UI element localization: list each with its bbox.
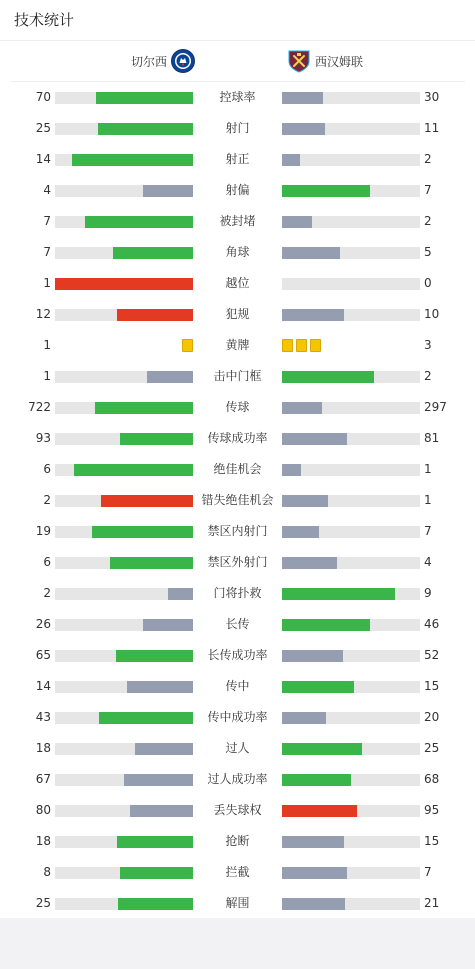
away-bar-fill <box>282 650 343 662</box>
home-value: 25 <box>35 121 51 135</box>
home-bar-fill <box>72 154 193 166</box>
home-bar-track <box>55 805 193 817</box>
away-bar-fill <box>282 836 344 848</box>
away-value: 52 <box>424 648 440 662</box>
home-value: 1 <box>43 276 51 290</box>
chelsea-crest-icon <box>171 49 195 73</box>
home-bar-fill <box>110 557 193 569</box>
away-bar-track <box>282 774 420 786</box>
away-bar-track <box>282 650 420 662</box>
away-bar-fill <box>282 588 395 600</box>
home-bar-fill <box>130 805 193 817</box>
home-bar-track <box>55 216 193 228</box>
away-bar-fill <box>282 402 322 414</box>
stat-label: 犯规 <box>225 307 250 321</box>
away-value: 15 <box>424 679 440 693</box>
stat-label: 过人 <box>225 741 250 755</box>
stat-row <box>0 454 475 485</box>
home-bar-fill <box>118 898 193 910</box>
away-value: 4 <box>424 555 432 569</box>
away-bar-track <box>282 836 420 848</box>
home-bar-fill <box>95 402 193 414</box>
home-value: 93 <box>35 431 51 445</box>
away-value: 0 <box>424 276 432 290</box>
away-bar-fill <box>282 371 374 383</box>
stat-label: 传球成功率 <box>207 431 268 445</box>
home-bar-fill <box>74 464 193 476</box>
stat-label: 射正 <box>225 152 250 166</box>
away-bar-fill <box>282 743 362 755</box>
home-bar-track <box>55 371 193 383</box>
west-ham-crest-icon <box>287 49 311 73</box>
away-value: 15 <box>424 834 440 848</box>
stat-row <box>0 485 475 516</box>
stat-row <box>0 547 475 578</box>
home-value: 18 <box>35 834 51 848</box>
home-bar-track <box>55 588 193 600</box>
away-bar-fill <box>282 123 325 135</box>
away-value: 81 <box>424 431 440 445</box>
stat-row <box>0 609 475 640</box>
home-bar-fill <box>120 433 193 445</box>
home-value: 2 <box>43 586 51 600</box>
section-title: 技术统计 <box>0 0 475 41</box>
away-bar-track <box>282 309 420 321</box>
home-value: 722 <box>28 400 51 414</box>
home-bar-fill <box>101 495 193 507</box>
stat-label: 控球率 <box>219 90 256 104</box>
away-bar-track <box>282 371 420 383</box>
away-value: 297 <box>424 400 447 414</box>
away-value: 2 <box>424 152 432 166</box>
stat-label: 长传 <box>225 617 250 631</box>
home-bar-fill <box>143 185 193 197</box>
stat-label: 射门 <box>225 121 250 135</box>
home-value: 12 <box>35 307 51 321</box>
away-bar-track <box>282 154 420 166</box>
teams-header <box>10 41 465 82</box>
stat-label: 长传成功率 <box>207 648 268 662</box>
away-value: 25 <box>424 741 440 755</box>
stat-label: 禁区内射门 <box>207 524 268 538</box>
away-value: 20 <box>424 710 440 724</box>
stat-label: 传中 <box>225 679 250 693</box>
home-bar-fill <box>168 588 193 600</box>
away-value: 46 <box>424 617 440 631</box>
stat-label: 被封堵 <box>219 214 256 228</box>
home-bar-fill <box>124 774 193 786</box>
home-value: 65 <box>35 648 51 662</box>
stat-label: 传球 <box>225 400 250 414</box>
away-bar-fill <box>282 557 337 569</box>
home-value: 14 <box>35 679 51 693</box>
home-bar-track <box>55 92 193 104</box>
home-yellow-cards <box>182 339 193 352</box>
home-bar-track <box>55 433 193 445</box>
away-value: 11 <box>424 121 440 135</box>
home-bar-fill <box>99 712 193 724</box>
away-bar-track <box>282 433 420 445</box>
stat-label: 解围 <box>225 896 250 910</box>
stat-row <box>0 888 475 919</box>
home-bar-track <box>55 247 193 259</box>
home-bar-track <box>55 123 193 135</box>
stat-row <box>0 330 475 361</box>
away-bar-fill <box>282 774 351 786</box>
home-bar-track <box>55 495 193 507</box>
away-team[interactable] <box>287 41 363 81</box>
stat-row <box>0 392 475 423</box>
home-value: 67 <box>35 772 51 786</box>
away-value: 5 <box>424 245 432 259</box>
away-bar-track <box>282 247 420 259</box>
stat-row <box>0 857 475 888</box>
away-bar-track <box>282 216 420 228</box>
away-yellow-cards <box>282 339 321 352</box>
home-bar-track <box>55 867 193 879</box>
home-value: 4 <box>43 183 51 197</box>
home-bar-track <box>55 557 193 569</box>
away-bar-track <box>282 123 420 135</box>
away-value: 2 <box>424 369 432 383</box>
home-bar-track <box>55 309 193 321</box>
home-bar-track <box>55 464 193 476</box>
stat-label: 过人成功率 <box>207 772 268 786</box>
home-bar-track <box>55 650 193 662</box>
away-bar-track <box>282 526 420 538</box>
away-bar-track <box>282 588 420 600</box>
away-bar-track <box>282 805 420 817</box>
away-bar-fill <box>282 216 312 228</box>
stat-row <box>0 733 475 764</box>
stat-label: 越位 <box>225 276 250 290</box>
home-bar-fill <box>113 247 193 259</box>
stat-label: 丢失球权 <box>213 803 262 817</box>
away-bar-track <box>282 464 420 476</box>
away-value: 21 <box>424 896 440 910</box>
home-bar-fill <box>143 619 193 631</box>
away-bar-fill <box>282 433 347 445</box>
stat-label: 拦截 <box>225 865 250 879</box>
home-bar-fill <box>85 216 193 228</box>
yellow-card-icon <box>310 339 321 352</box>
stat-row <box>0 671 475 702</box>
stat-row <box>0 268 475 299</box>
away-bar-track <box>282 867 420 879</box>
home-bar-fill <box>117 836 193 848</box>
home-bar-fill <box>116 650 193 662</box>
home-bar-fill <box>92 526 193 538</box>
stat-row <box>0 113 475 144</box>
stat-row <box>0 82 475 113</box>
away-bar-fill <box>282 898 345 910</box>
stat-label: 黄牌 <box>225 338 250 352</box>
stat-row <box>0 702 475 733</box>
home-value: 7 <box>43 245 51 259</box>
away-bar-fill <box>282 309 344 321</box>
away-value: 7 <box>424 865 432 879</box>
stat-row <box>0 237 475 268</box>
stat-label: 射偏 <box>225 183 250 197</box>
away-value: 9 <box>424 586 432 600</box>
home-value: 80 <box>35 803 51 817</box>
stat-row <box>0 578 475 609</box>
yellow-card-icon <box>282 339 293 352</box>
home-bar-fill <box>135 743 193 755</box>
away-bar-track <box>282 743 420 755</box>
away-bar-track <box>282 681 420 693</box>
stat-row <box>0 361 475 392</box>
away-value: 7 <box>424 524 432 538</box>
away-bar-fill <box>282 92 323 104</box>
away-bar-fill <box>282 805 357 817</box>
home-value: 6 <box>43 462 51 476</box>
home-bar-fill <box>127 681 193 693</box>
stat-label: 角球 <box>225 245 250 259</box>
away-bar-fill <box>282 185 370 197</box>
home-bar-fill <box>55 278 193 290</box>
home-team-name: 切尔西 <box>130 54 167 69</box>
home-value: 1 <box>43 369 51 383</box>
stat-label: 禁区外射门 <box>207 555 268 569</box>
away-value: 1 <box>424 462 432 476</box>
away-value: 10 <box>424 307 440 321</box>
stat-row <box>0 516 475 547</box>
stat-row <box>0 795 475 826</box>
away-bar-fill <box>282 154 300 166</box>
stat-row <box>0 423 475 454</box>
stat-label: 击中门框 <box>213 369 262 383</box>
home-value: 2 <box>43 493 51 507</box>
away-bar-track <box>282 495 420 507</box>
stat-row <box>0 299 475 330</box>
yellow-card-icon <box>182 339 193 352</box>
stat-row <box>0 175 475 206</box>
away-bar-fill <box>282 681 354 693</box>
home-bar-fill <box>147 371 193 383</box>
home-value: 8 <box>43 865 51 879</box>
stat-label: 门将扑救 <box>213 586 262 600</box>
away-bar-fill <box>282 712 326 724</box>
stat-row <box>0 144 475 175</box>
away-bar-track <box>282 712 420 724</box>
yellow-card-icon <box>296 339 307 352</box>
stat-row <box>0 206 475 237</box>
home-bar-track <box>55 278 193 290</box>
home-bar-track <box>55 712 193 724</box>
away-bar-fill <box>282 247 340 259</box>
away-value: 30 <box>424 90 440 104</box>
home-bar-track <box>55 526 193 538</box>
away-bar-track <box>282 557 420 569</box>
home-value: 25 <box>35 896 51 910</box>
home-value: 70 <box>35 90 51 104</box>
home-bar-track <box>55 898 193 910</box>
home-bar-track <box>55 774 193 786</box>
home-value: 1 <box>43 338 51 352</box>
home-bar-track <box>55 743 193 755</box>
stat-label: 传中成功率 <box>207 710 268 724</box>
home-bar-fill <box>120 867 193 879</box>
away-bar-fill <box>282 464 301 476</box>
home-bar-fill <box>98 123 193 135</box>
away-value: 3 <box>424 338 432 352</box>
away-bar-track <box>282 619 420 631</box>
away-bar-track <box>282 402 420 414</box>
home-bar-track <box>55 402 193 414</box>
home-bar-track <box>55 836 193 848</box>
away-team-name: 西汉姆联 <box>315 54 364 69</box>
home-value: 26 <box>35 617 51 631</box>
home-bar-track <box>55 154 193 166</box>
away-bar-fill <box>282 619 370 631</box>
away-bar-track <box>282 278 420 290</box>
away-value: 68 <box>424 772 440 786</box>
away-value: 95 <box>424 803 440 817</box>
home-value: 18 <box>35 741 51 755</box>
home-value: 43 <box>35 710 51 724</box>
stat-row <box>0 764 475 795</box>
home-value: 19 <box>35 524 51 538</box>
away-value: 1 <box>424 493 432 507</box>
stat-row <box>0 826 475 857</box>
home-bar-track <box>55 619 193 631</box>
away-value: 7 <box>424 183 432 197</box>
away-bar-track <box>282 185 420 197</box>
home-value: 6 <box>43 555 51 569</box>
stat-label: 错失绝佳机会 <box>201 493 274 507</box>
home-bar-fill <box>96 92 193 104</box>
away-bar-fill <box>282 495 328 507</box>
home-value: 7 <box>43 214 51 228</box>
stat-label: 绝佳机会 <box>213 462 262 476</box>
stat-row <box>0 640 475 671</box>
stats-list <box>0 82 475 919</box>
home-value: 14 <box>35 152 51 166</box>
home-bar-fill <box>117 309 193 321</box>
stat-label: 抢断 <box>225 834 250 848</box>
away-bar-fill <box>282 526 319 538</box>
away-bar-fill <box>282 867 347 879</box>
away-bar-track <box>282 92 420 104</box>
away-value: 2 <box>424 214 432 228</box>
away-bar-track <box>282 898 420 910</box>
home-bar-track <box>55 185 193 197</box>
home-bar-track <box>55 681 193 693</box>
home-team[interactable] <box>131 41 195 81</box>
